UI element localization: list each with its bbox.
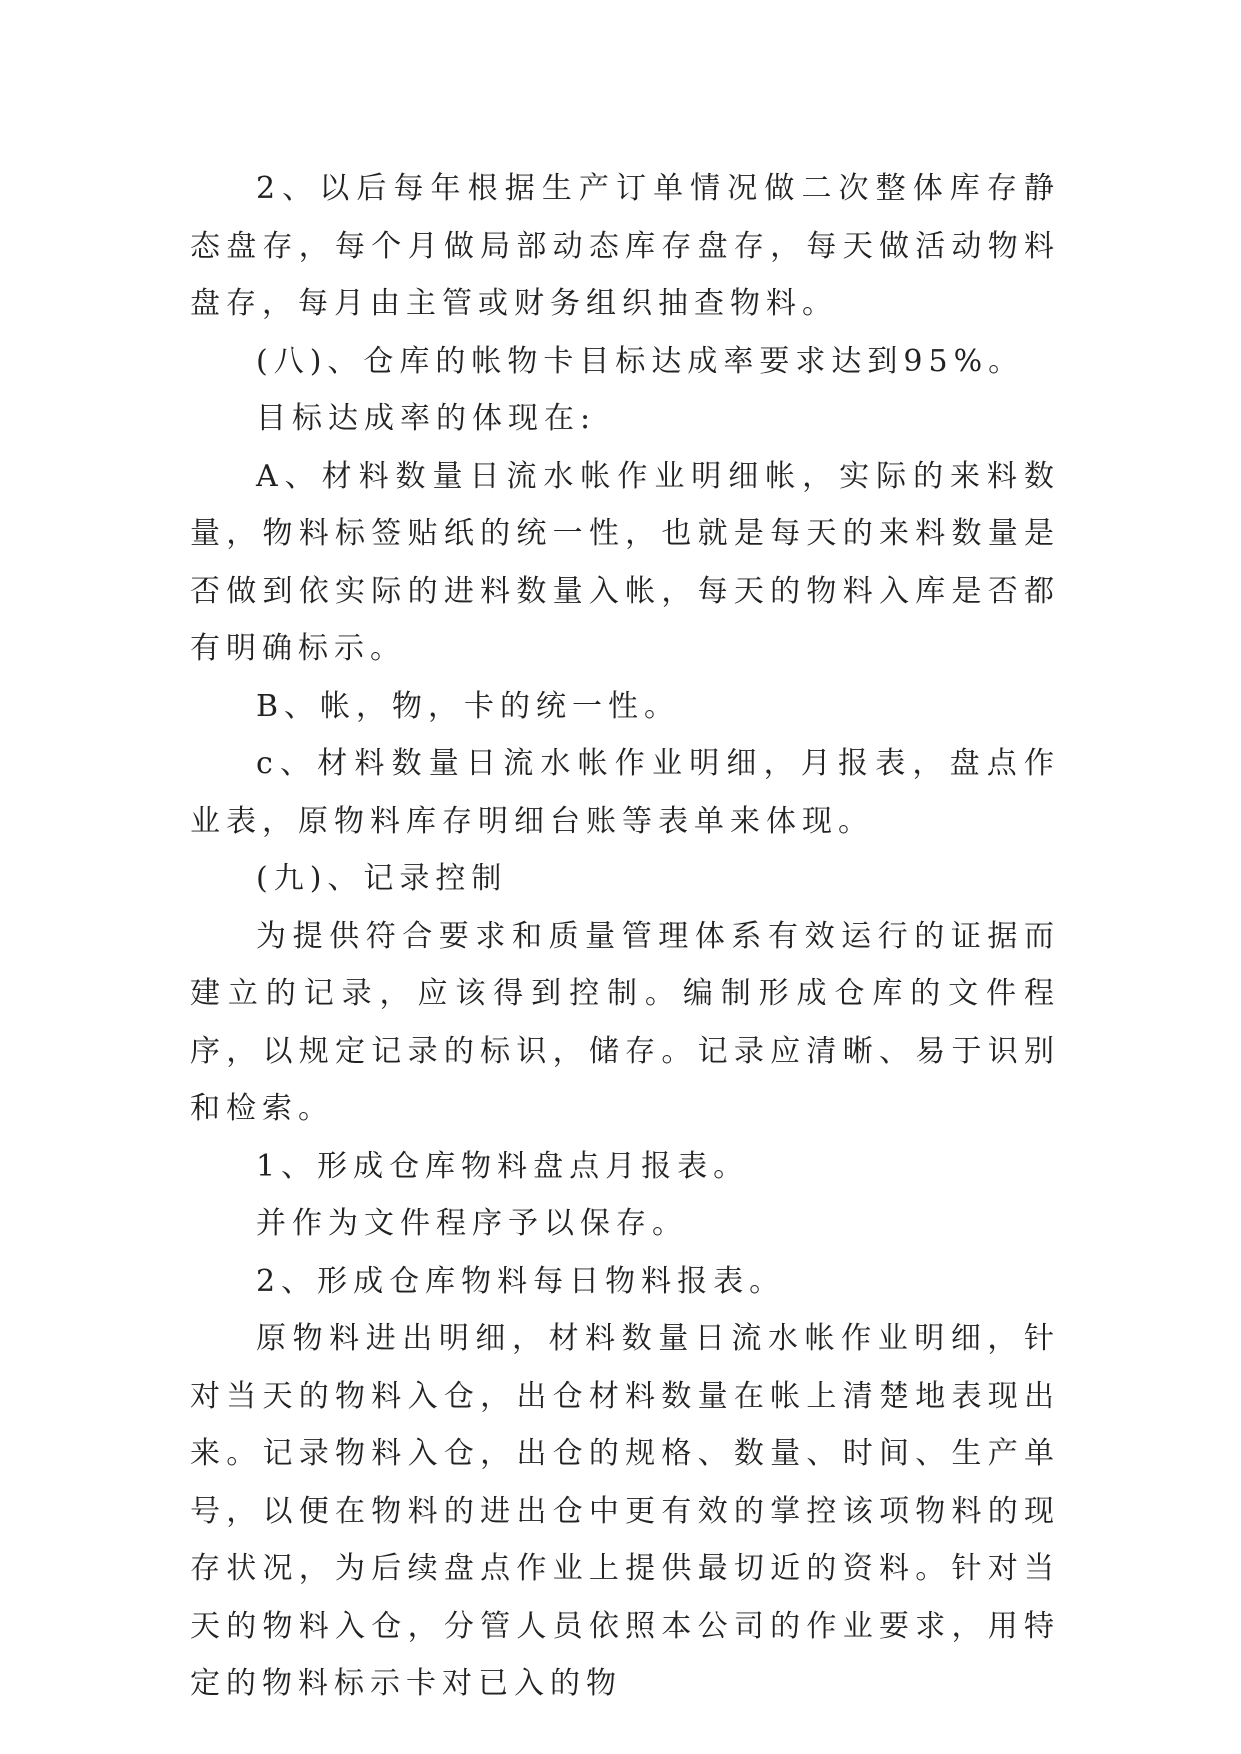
paragraph-item-c: c、材料数量日流水帐作业明细，月报表，盘点作业表，原物料库存明细台账等表单来体现。: [190, 746, 1060, 839]
paragraph-section-9-heading: (九)、记录控制: [256, 861, 508, 896]
paragraph-material-details: 原物料进出明细，材料数量日流水帐作业明细，针对当天的物料入仓，出仓材料数量在帐上清楚地表现出来。记录物料入仓，出仓的规格、数量、时间、生产单号，以便在物料的进出仓中更有效的掌控该项物料的现存状况，为后续盘点作业上提供最切近的资料。针对当天的物料入仓，分管人员依照本公司的作业要求，用特定的物料标示卡对已入的物: [190, 1321, 1060, 1701]
paragraph-item-2: 2、形成仓库物料每日物料报表。: [256, 1263, 786, 1299]
paragraph-item-a: A、材料数量日流水帐作业明细帐，实际的来料数量，物料标签贴纸的统一性，也就是每天的来料数量是否做到依实际的进料数量入帐，每天的物料入库是否都有明确标示。: [190, 458, 1060, 666]
paragraph-section-8-heading: (八)、仓库的帐物卡目标达成率要求达到95%。: [256, 343, 1025, 379]
paragraph-target-intro: 目标达成率的体现在:: [256, 401, 597, 436]
paragraph-inventory-count-schedule: 2、以后每年根据生产订单情况做二次整体库存静态盘存，每个月做局部动态库存盘存，每天做活动物料盘存，每月由主管或财务组织抽查物料。: [190, 171, 1060, 321]
paragraph-item-1-note: 并作为文件程序予以保存。: [256, 1206, 688, 1241]
paragraph-record-control: 为提供符合要求和质量管理体系有效运行的证据而建立的记录，应该得到控制。编制形成仓库的文件程序，以规定记录的标识，储存。记录应清晰、易于识别和检索。: [190, 918, 1060, 1126]
paragraph-item-b: B、帐，物，卡的统一性。: [256, 688, 681, 724]
document-body: [190, 160, 1060, 1713]
paragraph-item-1: 1、形成仓库物料盘点月报表。: [256, 1148, 750, 1184]
